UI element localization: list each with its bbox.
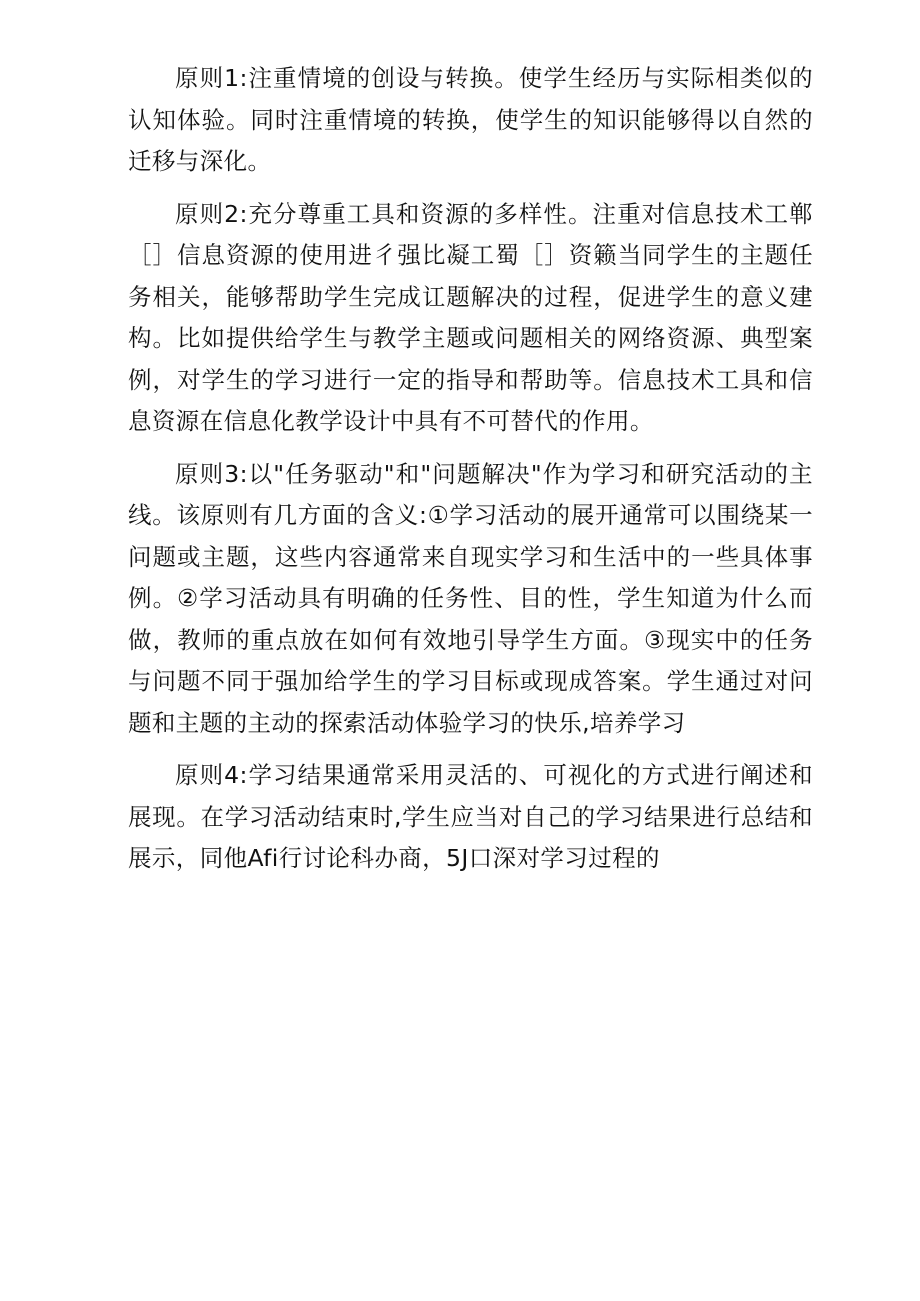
paragraph-principle-2: 原则2:充分尊重工具和资源的多样性。注重对信息技术工郸［］信息资源的使用进彳强比凝工蜀［］资籁当同学生的主题任务相关，能够帮助学生完成讧题解决的过程，促进学生的意义建构。比如提供给学生与教学主题或问题相关的网络资源、典型案例，对学生的学习进行一定的指导和帮助等。信息技术工具和信息资源在信息化教学设计中具有不可替代的作用。 xyxy=(128,199,813,435)
paragraph-principle-3: 原则3:以"任务驱动"和"问题解决"作为学习和研究活动的主线。该原则有几方面的含义:①学习活动的展开通常可以围绕某一问题或主题，这些内容通常来自现实学习和生活中的一些具体事例。②学习活动具有明确的任务性、目的性，学生知道为什么而做，教师的重点放在如何有效地引导学生方面。③现实中的任务与问题不同于强加给学生的学习目标或现成答案。学生通过对问题和主题的主动的探索活动体验学习的快乐,培养学习 xyxy=(128,459,813,737)
paragraph-principle-1: 原则1:注重情境的创设与转换。使学生经历与实际相类似的认知体验。同时注重情境的转换，使学生的知识能够得以自然的迁移与深化。 xyxy=(128,64,813,175)
document-body xyxy=(128,58,813,880)
paragraph-principle-4: 原则4:学习结果通常采用灵活的、可视化的方式进行阐述和展现。在学习活动结束时,学生应当对自己的学习结果进行总结和展示，同他Afi行讨论科办商，5J口深对学习过程的 xyxy=(128,761,813,872)
